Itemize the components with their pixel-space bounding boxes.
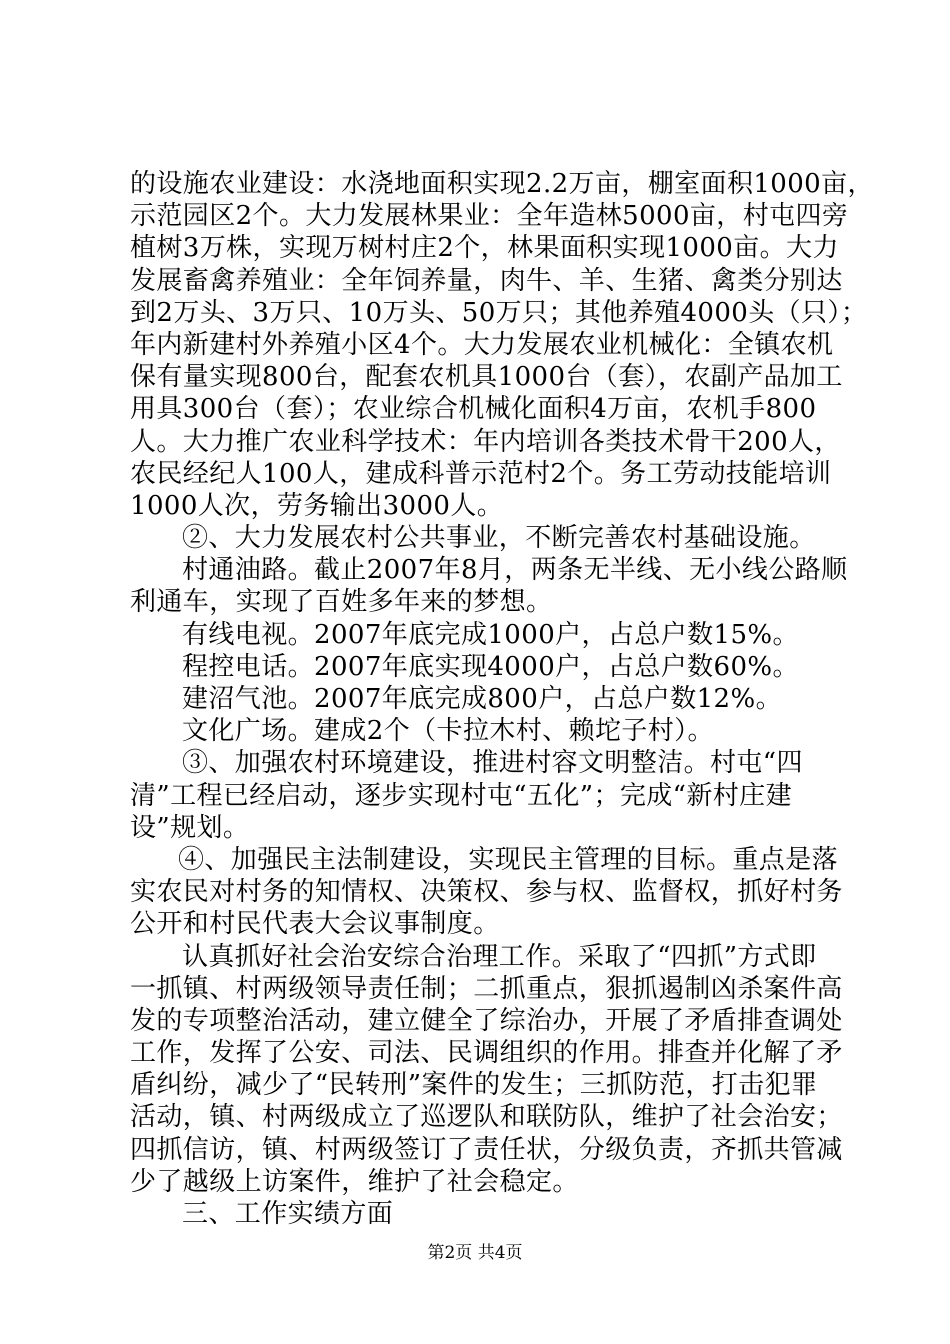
page-total: 共4页 [477, 1243, 523, 1263]
body-line: 发的专项整治活动，建立健全了综治办，开展了矛盾排查调处 [130, 1005, 843, 1036]
body-line: 实农民对村务的知情权、决策权、参与权、监督权，抓好村务 [130, 877, 843, 908]
body-line: 发展畜禽养殖业：全年饲养量，肉牛、羊、生猪、禽类分别达 [130, 265, 843, 296]
body-line: 村通油路。截止2007年8月，两条无半线、无小线公路顺 [182, 555, 848, 586]
body-line: 到2万头、3万只、10万头、50万只；其他养殖4000头（只）； [130, 297, 868, 328]
section-heading: ②、大力发展农村公共事业，不断完善农村基础设施。 [182, 523, 816, 554]
body-line: 人。大力推广农业科学技术：年内培训各类技术骨干200人， [130, 426, 841, 457]
body-line: 清”工程已经启动，逐步实现村屯“五化”；完成“新村庄建 [130, 780, 792, 811]
page-footer [0, 1243, 950, 1263]
body-line: 有线电视。2007年底完成1000户，占总户数15%。 [182, 619, 799, 650]
body-line: 一抓镇、村两级领导责任制；二抓重点，狠抓遏制凶杀案件高 [130, 973, 843, 1004]
body-line: 认真抓好社会治安综合治理工作。采取了“四抓”方式即 [182, 941, 817, 972]
body-line: 农民经纪人100人，建成科普示范村2个。务工劳动技能培训 [130, 458, 832, 489]
body-line: 利通车，实现了百姓多年来的梦想。 [130, 587, 553, 618]
body-line: 的设施农业建设：水浇地面积实现2.2万亩，棚室面积1000亩， [130, 169, 874, 199]
body-line: 四抓信访，镇、村两级签订了责任状，分级负责，齐抓共管减 [130, 1134, 843, 1165]
body-line: 文化广场。建成2个（卡拉木村、赖坨子村）。 [182, 716, 714, 747]
body-line: 程控电话。2007年底实现4000户，占总户数60%。 [182, 651, 799, 682]
section-heading: ③、加强农村环境建设，推进村容文明整洁。村屯“四 [182, 748, 803, 779]
body-line: 盾纠纷，减少了“民转刑”案件的发生；三抓防范，打击犯罪 [130, 1070, 818, 1101]
document-body [130, 168, 874, 1230]
body-line: 公开和村民代表大会议事制度。 [130, 909, 500, 940]
body-line: 用具300台（套）；农业综合机械化面积4万亩，农机手800 [130, 394, 817, 425]
body-line: 植树3万株，实现万树村庄2个，林果面积实现1000亩。大力 [130, 233, 839, 264]
body-line: 工作，发挥了公安、司法、民调组织的作用。排查并化解了矛 [130, 1038, 843, 1069]
body-line: 设”规划。 [130, 812, 250, 843]
body-line: 示范园区2个。大力发展林果业：全年造林5000亩，村屯四旁 [130, 201, 849, 232]
body-line: 活动，镇、村两级成立了巡逻队和联防队，维护了社会治安； [130, 1102, 843, 1133]
page-number: 第2页 [427, 1243, 473, 1263]
section-heading: ④、加强民主法制建设，实现民主管理的目标。重点是落 [178, 844, 839, 875]
body-line: 保有量实现800台，配套农机具1000台（套），农副产品加工 [130, 362, 843, 393]
body-line: 少了越级上访案件，维护了社会稳定。 [130, 1166, 579, 1197]
body-line: 建沼气池。2007年底完成800户，占总户数12%。 [182, 684, 782, 714]
section-heading: 三、工作实绩方面 [182, 1199, 394, 1229]
body-line: 年内新建村外养殖小区4个。大力发展农业机械化：全镇农机 [130, 329, 834, 360]
body-line: 1000人次，劳务输出3000人。 [130, 490, 504, 521]
